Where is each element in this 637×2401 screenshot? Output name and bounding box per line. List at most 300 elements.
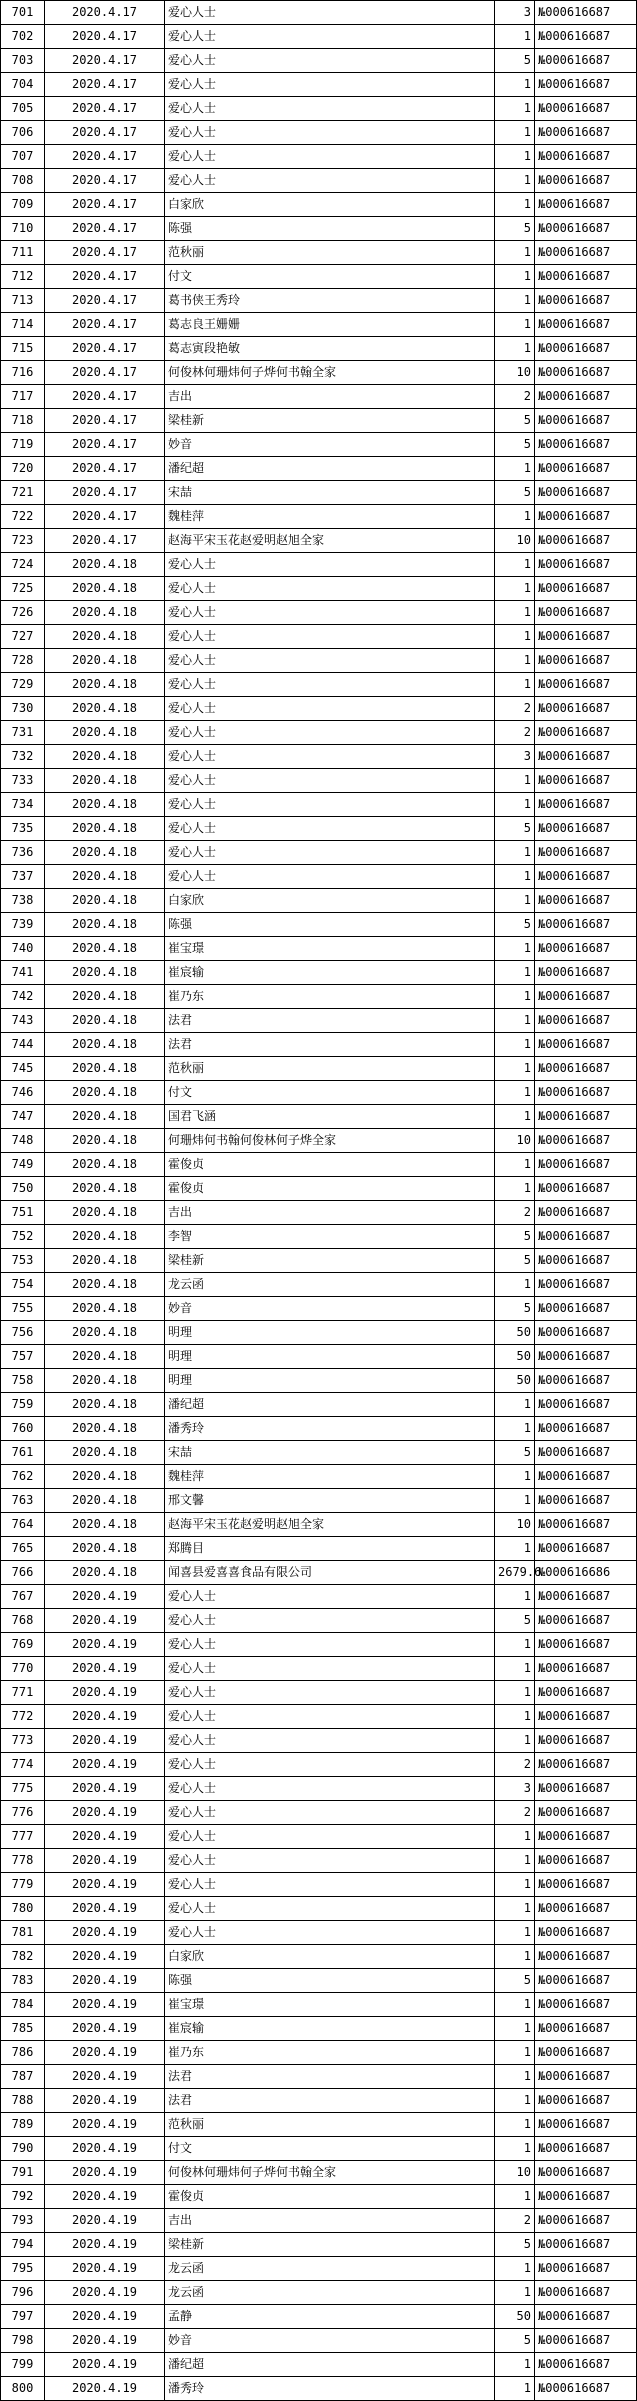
receipt-number: №000616687 (535, 337, 637, 361)
table-row (1, 2161, 637, 2185)
donation-date: 2020.4.18 (45, 769, 165, 793)
table-row (1, 1081, 637, 1105)
table-row (1, 1849, 637, 1873)
receipt-number: №000616687 (535, 1225, 637, 1249)
table-row (1, 2281, 637, 2305)
receipt-number: №000616687 (535, 145, 637, 169)
receipt-number: №000616687 (535, 1321, 637, 1345)
donation-date: 2020.4.18 (45, 1417, 165, 1441)
donation-date: 2020.4.18 (45, 1345, 165, 1369)
donation-amount: 1 (495, 2377, 535, 2401)
donor-name: 霍俊贞 (165, 1153, 495, 1177)
row-number: 708 (1, 169, 45, 193)
donation-date: 2020.4.17 (45, 361, 165, 385)
donation-amount: 1 (495, 193, 535, 217)
receipt-number: №000616687 (535, 193, 637, 217)
donor-name: 爱心人士 (165, 1825, 495, 1849)
row-number: 734 (1, 793, 45, 817)
receipt-number: №000616687 (535, 985, 637, 1009)
donation-amount: 1 (495, 289, 535, 313)
row-number: 707 (1, 145, 45, 169)
donor-name: 龙云函 (165, 1273, 495, 1297)
receipt-number: №000616687 (535, 553, 637, 577)
donation-date: 2020.4.18 (45, 1153, 165, 1177)
receipt-number: №000616687 (535, 1873, 637, 1897)
donation-date: 2020.4.19 (45, 2329, 165, 2353)
row-number: 765 (1, 1537, 45, 1561)
donation-date: 2020.4.18 (45, 937, 165, 961)
donation-date: 2020.4.17 (45, 73, 165, 97)
receipt-number: №000616687 (535, 1273, 637, 1297)
donation-date: 2020.4.18 (45, 601, 165, 625)
donation-date: 2020.4.18 (45, 841, 165, 865)
table-row (1, 1393, 637, 1417)
table-row (1, 73, 637, 97)
donation-amount: 10 (495, 1129, 535, 1153)
table-row (1, 481, 637, 505)
row-number: 726 (1, 601, 45, 625)
donor-name: 崔宸输 (165, 961, 495, 985)
table-row (1, 937, 637, 961)
donation-amount: 3 (495, 1777, 535, 1801)
donation-date: 2020.4.18 (45, 961, 165, 985)
receipt-number: №000616687 (535, 961, 637, 985)
donation-amount: 5 (495, 913, 535, 937)
table-row (1, 1297, 637, 1321)
receipt-number: №000616687 (535, 673, 637, 697)
donation-date: 2020.4.18 (45, 577, 165, 601)
table-row (1, 1129, 637, 1153)
receipt-number: №000616687 (535, 745, 637, 769)
donor-name: 葛志寅段艳敏 (165, 337, 495, 361)
donation-amount: 50 (495, 1369, 535, 1393)
donation-amount: 1 (495, 1105, 535, 1129)
receipt-number: №000616687 (535, 1441, 637, 1465)
donation-amount: 1 (495, 241, 535, 265)
donation-amount: 5 (495, 1609, 535, 1633)
receipt-number: №000616687 (535, 2089, 637, 2113)
row-number: 780 (1, 1897, 45, 1921)
row-number: 706 (1, 121, 45, 145)
donor-name: 付文 (165, 2137, 495, 2161)
donation-amount: 2 (495, 1801, 535, 1825)
row-number: 718 (1, 409, 45, 433)
donation-date: 2020.4.18 (45, 1249, 165, 1273)
donation-date: 2020.4.19 (45, 2377, 165, 2401)
receipt-number: №000616687 (535, 1729, 637, 1753)
donation-date: 2020.4.19 (45, 1897, 165, 1921)
donation-amount: 5 (495, 817, 535, 841)
donation-amount: 1 (495, 1273, 535, 1297)
row-number: 752 (1, 1225, 45, 1249)
donation-date: 2020.4.17 (45, 265, 165, 289)
row-number: 722 (1, 505, 45, 529)
table-row (1, 313, 637, 337)
receipt-number: №000616687 (535, 721, 637, 745)
table-row (1, 337, 637, 361)
row-number: 784 (1, 1993, 45, 2017)
donation-date: 2020.4.18 (45, 649, 165, 673)
donor-name: 爱心人士 (165, 97, 495, 121)
receipt-number: №000616687 (535, 2113, 637, 2137)
donor-name: 爱心人士 (165, 601, 495, 625)
row-number: 761 (1, 1441, 45, 1465)
donor-name: 爱心人士 (165, 577, 495, 601)
donation-date: 2020.4.18 (45, 1057, 165, 1081)
receipt-number: №000616687 (535, 481, 637, 505)
donation-date: 2020.4.19 (45, 2305, 165, 2329)
donor-name: 潘秀玲 (165, 2377, 495, 2401)
donation-date: 2020.4.19 (45, 1729, 165, 1753)
donation-amount: 1 (495, 265, 535, 289)
receipt-number: №000616687 (535, 625, 637, 649)
row-number: 796 (1, 2281, 45, 2305)
donation-amount: 1 (495, 769, 535, 793)
donation-amount: 5 (495, 409, 535, 433)
donor-name: 陈强 (165, 217, 495, 241)
table-row (1, 817, 637, 841)
row-number: 710 (1, 217, 45, 241)
donation-amount: 1 (495, 121, 535, 145)
donor-name: 爱心人士 (165, 673, 495, 697)
table-row (1, 1633, 637, 1657)
receipt-number: №000616687 (535, 313, 637, 337)
donation-amount: 1 (495, 2137, 535, 2161)
receipt-number: №000616687 (535, 1033, 637, 1057)
table-row (1, 1321, 637, 1345)
table-row (1, 985, 637, 1009)
donor-name: 葛书侠王秀玲 (165, 289, 495, 313)
donor-name: 爱心人士 (165, 1921, 495, 1945)
row-number: 786 (1, 2041, 45, 2065)
receipt-number: №000616687 (535, 1849, 637, 1873)
donation-date: 2020.4.19 (45, 1993, 165, 2017)
table-row (1, 721, 637, 745)
donation-date: 2020.4.18 (45, 625, 165, 649)
donation-amount: 1 (495, 313, 535, 337)
donor-name: 龙云函 (165, 2281, 495, 2305)
donation-date: 2020.4.18 (45, 1225, 165, 1249)
donor-name: 国君飞涵 (165, 1105, 495, 1129)
row-number: 773 (1, 1729, 45, 1753)
receipt-number: №000616687 (535, 1705, 637, 1729)
donor-name: 孟静 (165, 2305, 495, 2329)
donation-amount: 1 (495, 1417, 535, 1441)
receipt-number: №000616687 (535, 1201, 637, 1225)
receipt-number: №000616687 (535, 1417, 637, 1441)
donation-date: 2020.4.18 (45, 985, 165, 1009)
row-number: 749 (1, 1153, 45, 1177)
table-row (1, 2017, 637, 2041)
donor-name: 潘秀玲 (165, 1417, 495, 1441)
row-number: 741 (1, 961, 45, 985)
table-row (1, 2041, 637, 2065)
receipt-number: №000616687 (535, 649, 637, 673)
donation-amount: 5 (495, 1249, 535, 1273)
donor-name: 梁桂新 (165, 1249, 495, 1273)
donor-name: 爱心人士 (165, 145, 495, 169)
donation-amount: 10 (495, 1513, 535, 1537)
donor-name: 爱心人士 (165, 697, 495, 721)
donation-amount: 1 (495, 2089, 535, 2113)
donation-amount: 2 (495, 1753, 535, 1777)
row-number: 725 (1, 577, 45, 601)
donation-amount: 10 (495, 361, 535, 385)
donation-amount: 5 (495, 217, 535, 241)
receipt-number: №000616687 (535, 1345, 637, 1369)
table-row (1, 1105, 637, 1129)
receipt-number: №000616687 (535, 817, 637, 841)
receipt-number: №000616686 (535, 1561, 637, 1585)
table-row (1, 1609, 637, 1633)
table-row (1, 1345, 637, 1369)
receipt-number: №000616687 (535, 2353, 637, 2377)
table-row (1, 1441, 637, 1465)
donation-date: 2020.4.18 (45, 1009, 165, 1033)
table-row (1, 1009, 637, 1033)
table-row (1, 289, 637, 313)
donation-amount: 1 (495, 2185, 535, 2209)
donation-date: 2020.4.17 (45, 145, 165, 169)
receipt-number: №000616687 (535, 1657, 637, 1681)
row-number: 714 (1, 313, 45, 337)
donor-name: 魏桂萍 (165, 1465, 495, 1489)
donation-amount: 50 (495, 2305, 535, 2329)
donor-name: 爱心人士 (165, 1729, 495, 1753)
donor-name: 宋喆 (165, 1441, 495, 1465)
row-number: 792 (1, 2185, 45, 2209)
donation-amount: 1 (495, 889, 535, 913)
donor-name: 潘纪超 (165, 2353, 495, 2377)
row-number: 783 (1, 1969, 45, 1993)
donation-date: 2020.4.18 (45, 745, 165, 769)
row-number: 757 (1, 1345, 45, 1369)
donor-name: 法君 (165, 2065, 495, 2089)
donor-name: 爱心人士 (165, 1849, 495, 1873)
receipt-number: №000616687 (535, 265, 637, 289)
donor-name: 爱心人士 (165, 625, 495, 649)
row-number: 795 (1, 2257, 45, 2281)
donation-date: 2020.4.19 (45, 1609, 165, 1633)
row-number: 777 (1, 1825, 45, 1849)
donation-date: 2020.4.18 (45, 697, 165, 721)
donor-name: 爱心人士 (165, 73, 495, 97)
table-row (1, 2257, 637, 2281)
donation-date: 2020.4.19 (45, 1753, 165, 1777)
receipt-number: №000616687 (535, 1921, 637, 1945)
receipt-number: №000616687 (535, 2041, 637, 2065)
donation-amount: 3 (495, 1, 535, 25)
receipt-number: №000616687 (535, 1177, 637, 1201)
donation-amount: 1 (495, 505, 535, 529)
donation-date: 2020.4.17 (45, 193, 165, 217)
row-number: 730 (1, 697, 45, 721)
table-row (1, 649, 637, 673)
table-row (1, 577, 637, 601)
row-number: 732 (1, 745, 45, 769)
donor-name: 法君 (165, 1009, 495, 1033)
donation-amount: 5 (495, 49, 535, 73)
row-number: 790 (1, 2137, 45, 2161)
table-row (1, 1177, 637, 1201)
receipt-number: №000616687 (535, 49, 637, 73)
receipt-number: №000616687 (535, 1009, 637, 1033)
receipt-number: №000616687 (535, 1633, 637, 1657)
row-number: 750 (1, 1177, 45, 1201)
donor-name: 魏桂萍 (165, 505, 495, 529)
row-number: 758 (1, 1369, 45, 1393)
receipt-number: №000616687 (535, 169, 637, 193)
receipt-number: №000616687 (535, 1105, 637, 1129)
donation-amount: 1 (495, 649, 535, 673)
row-number: 731 (1, 721, 45, 745)
row-number: 736 (1, 841, 45, 865)
donor-name: 范秋丽 (165, 241, 495, 265)
donation-date: 2020.4.17 (45, 1, 165, 25)
table-row (1, 49, 637, 73)
table-row (1, 1417, 637, 1441)
donation-amount: 50 (495, 1345, 535, 1369)
donation-amount: 1 (495, 73, 535, 97)
donor-name: 李智 (165, 1225, 495, 1249)
donation-date: 2020.4.19 (45, 1825, 165, 1849)
donation-date: 2020.4.19 (45, 2257, 165, 2281)
donation-amount: 5 (495, 481, 535, 505)
row-number: 774 (1, 1753, 45, 1777)
donation-date: 2020.4.18 (45, 1489, 165, 1513)
table-row (1, 241, 637, 265)
donation-amount: 1 (495, 601, 535, 625)
donation-amount: 2 (495, 1201, 535, 1225)
receipt-number: №000616687 (535, 793, 637, 817)
receipt-number: №000616687 (535, 1753, 637, 1777)
donor-name: 陈强 (165, 1969, 495, 1993)
receipt-number: №000616687 (535, 1777, 637, 1801)
receipt-number: №000616687 (535, 2305, 637, 2329)
donor-name: 崔宸输 (165, 2017, 495, 2041)
row-number: 705 (1, 97, 45, 121)
receipt-number: №000616687 (535, 2209, 637, 2233)
donation-date: 2020.4.19 (45, 2281, 165, 2305)
donation-amount: 1 (495, 457, 535, 481)
donor-name: 爱心人士 (165, 721, 495, 745)
donation-amount: 1 (495, 1729, 535, 1753)
donation-amount: 1 (495, 2257, 535, 2281)
donor-name: 爱心人士 (165, 1705, 495, 1729)
row-number: 763 (1, 1489, 45, 1513)
receipt-number: №000616687 (535, 1681, 637, 1705)
donation-amount: 5 (495, 1297, 535, 1321)
row-number: 703 (1, 49, 45, 73)
donor-name: 爱心人士 (165, 745, 495, 769)
donation-date: 2020.4.19 (45, 2137, 165, 2161)
donation-date: 2020.4.17 (45, 433, 165, 457)
table-row (1, 1225, 637, 1249)
donation-date: 2020.4.18 (45, 1297, 165, 1321)
donation-date: 2020.4.19 (45, 2089, 165, 2113)
table-row (1, 673, 637, 697)
row-number: 770 (1, 1657, 45, 1681)
donation-date: 2020.4.19 (45, 2041, 165, 2065)
donor-name: 爱心人士 (165, 1801, 495, 1825)
receipt-number: №000616687 (535, 2065, 637, 2089)
table-row (1, 2185, 637, 2209)
donor-name: 崔宝璟 (165, 1993, 495, 2017)
table-row (1, 2353, 637, 2377)
table-row (1, 1201, 637, 1225)
donation-date: 2020.4.17 (45, 481, 165, 505)
receipt-number: №000616687 (535, 409, 637, 433)
donation-date: 2020.4.18 (45, 553, 165, 577)
table-row (1, 25, 637, 49)
table-row (1, 1513, 637, 1537)
receipt-number: №000616687 (535, 2281, 637, 2305)
donation-date: 2020.4.19 (45, 1777, 165, 1801)
donor-name: 吉出 (165, 385, 495, 409)
donation-date: 2020.4.18 (45, 889, 165, 913)
donation-amount: 2 (495, 2209, 535, 2233)
receipt-number: №000616687 (535, 2185, 637, 2209)
table-row (1, 385, 637, 409)
donor-name: 爱心人士 (165, 25, 495, 49)
receipt-number: №000616687 (535, 1249, 637, 1273)
table-row (1, 409, 637, 433)
table-row (1, 2329, 637, 2353)
table-row (1, 1273, 637, 1297)
donation-date: 2020.4.18 (45, 1273, 165, 1297)
row-number: 798 (1, 2329, 45, 2353)
receipt-number: №000616687 (535, 601, 637, 625)
row-number: 776 (1, 1801, 45, 1825)
table-row (1, 601, 637, 625)
table-row (1, 553, 637, 577)
table-row (1, 2089, 637, 2113)
donor-name: 爱心人士 (165, 1777, 495, 1801)
row-number: 762 (1, 1465, 45, 1489)
donation-date: 2020.4.18 (45, 1129, 165, 1153)
row-number: 743 (1, 1009, 45, 1033)
donor-name: 明理 (165, 1369, 495, 1393)
receipt-number: №000616687 (535, 457, 637, 481)
donor-name: 范秋丽 (165, 2113, 495, 2137)
row-number: 753 (1, 1249, 45, 1273)
donor-name: 葛志良王姗姗 (165, 313, 495, 337)
donation-amount: 1 (495, 2065, 535, 2089)
row-number: 702 (1, 25, 45, 49)
donor-name: 爱心人士 (165, 1633, 495, 1657)
donor-name: 妙音 (165, 433, 495, 457)
donor-name: 何俊林何珊炜何子烨何书翰全家 (165, 361, 495, 385)
donation-date: 2020.4.17 (45, 49, 165, 73)
donation-date: 2020.4.18 (45, 1177, 165, 1201)
donor-name: 爱心人士 (165, 649, 495, 673)
donation-date: 2020.4.18 (45, 673, 165, 697)
donation-amount: 2679.6 (495, 1561, 535, 1585)
row-number: 794 (1, 2233, 45, 2257)
donor-name: 爱心人士 (165, 793, 495, 817)
donor-name: 爱心人士 (165, 49, 495, 73)
receipt-number: №000616687 (535, 433, 637, 457)
receipt-number: №000616687 (535, 1897, 637, 1921)
table-row (1, 505, 637, 529)
table-row (1, 2377, 637, 2401)
donation-date: 2020.4.18 (45, 913, 165, 937)
table-row (1, 2233, 637, 2257)
table-row (1, 1033, 637, 1057)
row-number: 701 (1, 1, 45, 25)
table-row (1, 889, 637, 913)
row-number: 739 (1, 913, 45, 937)
